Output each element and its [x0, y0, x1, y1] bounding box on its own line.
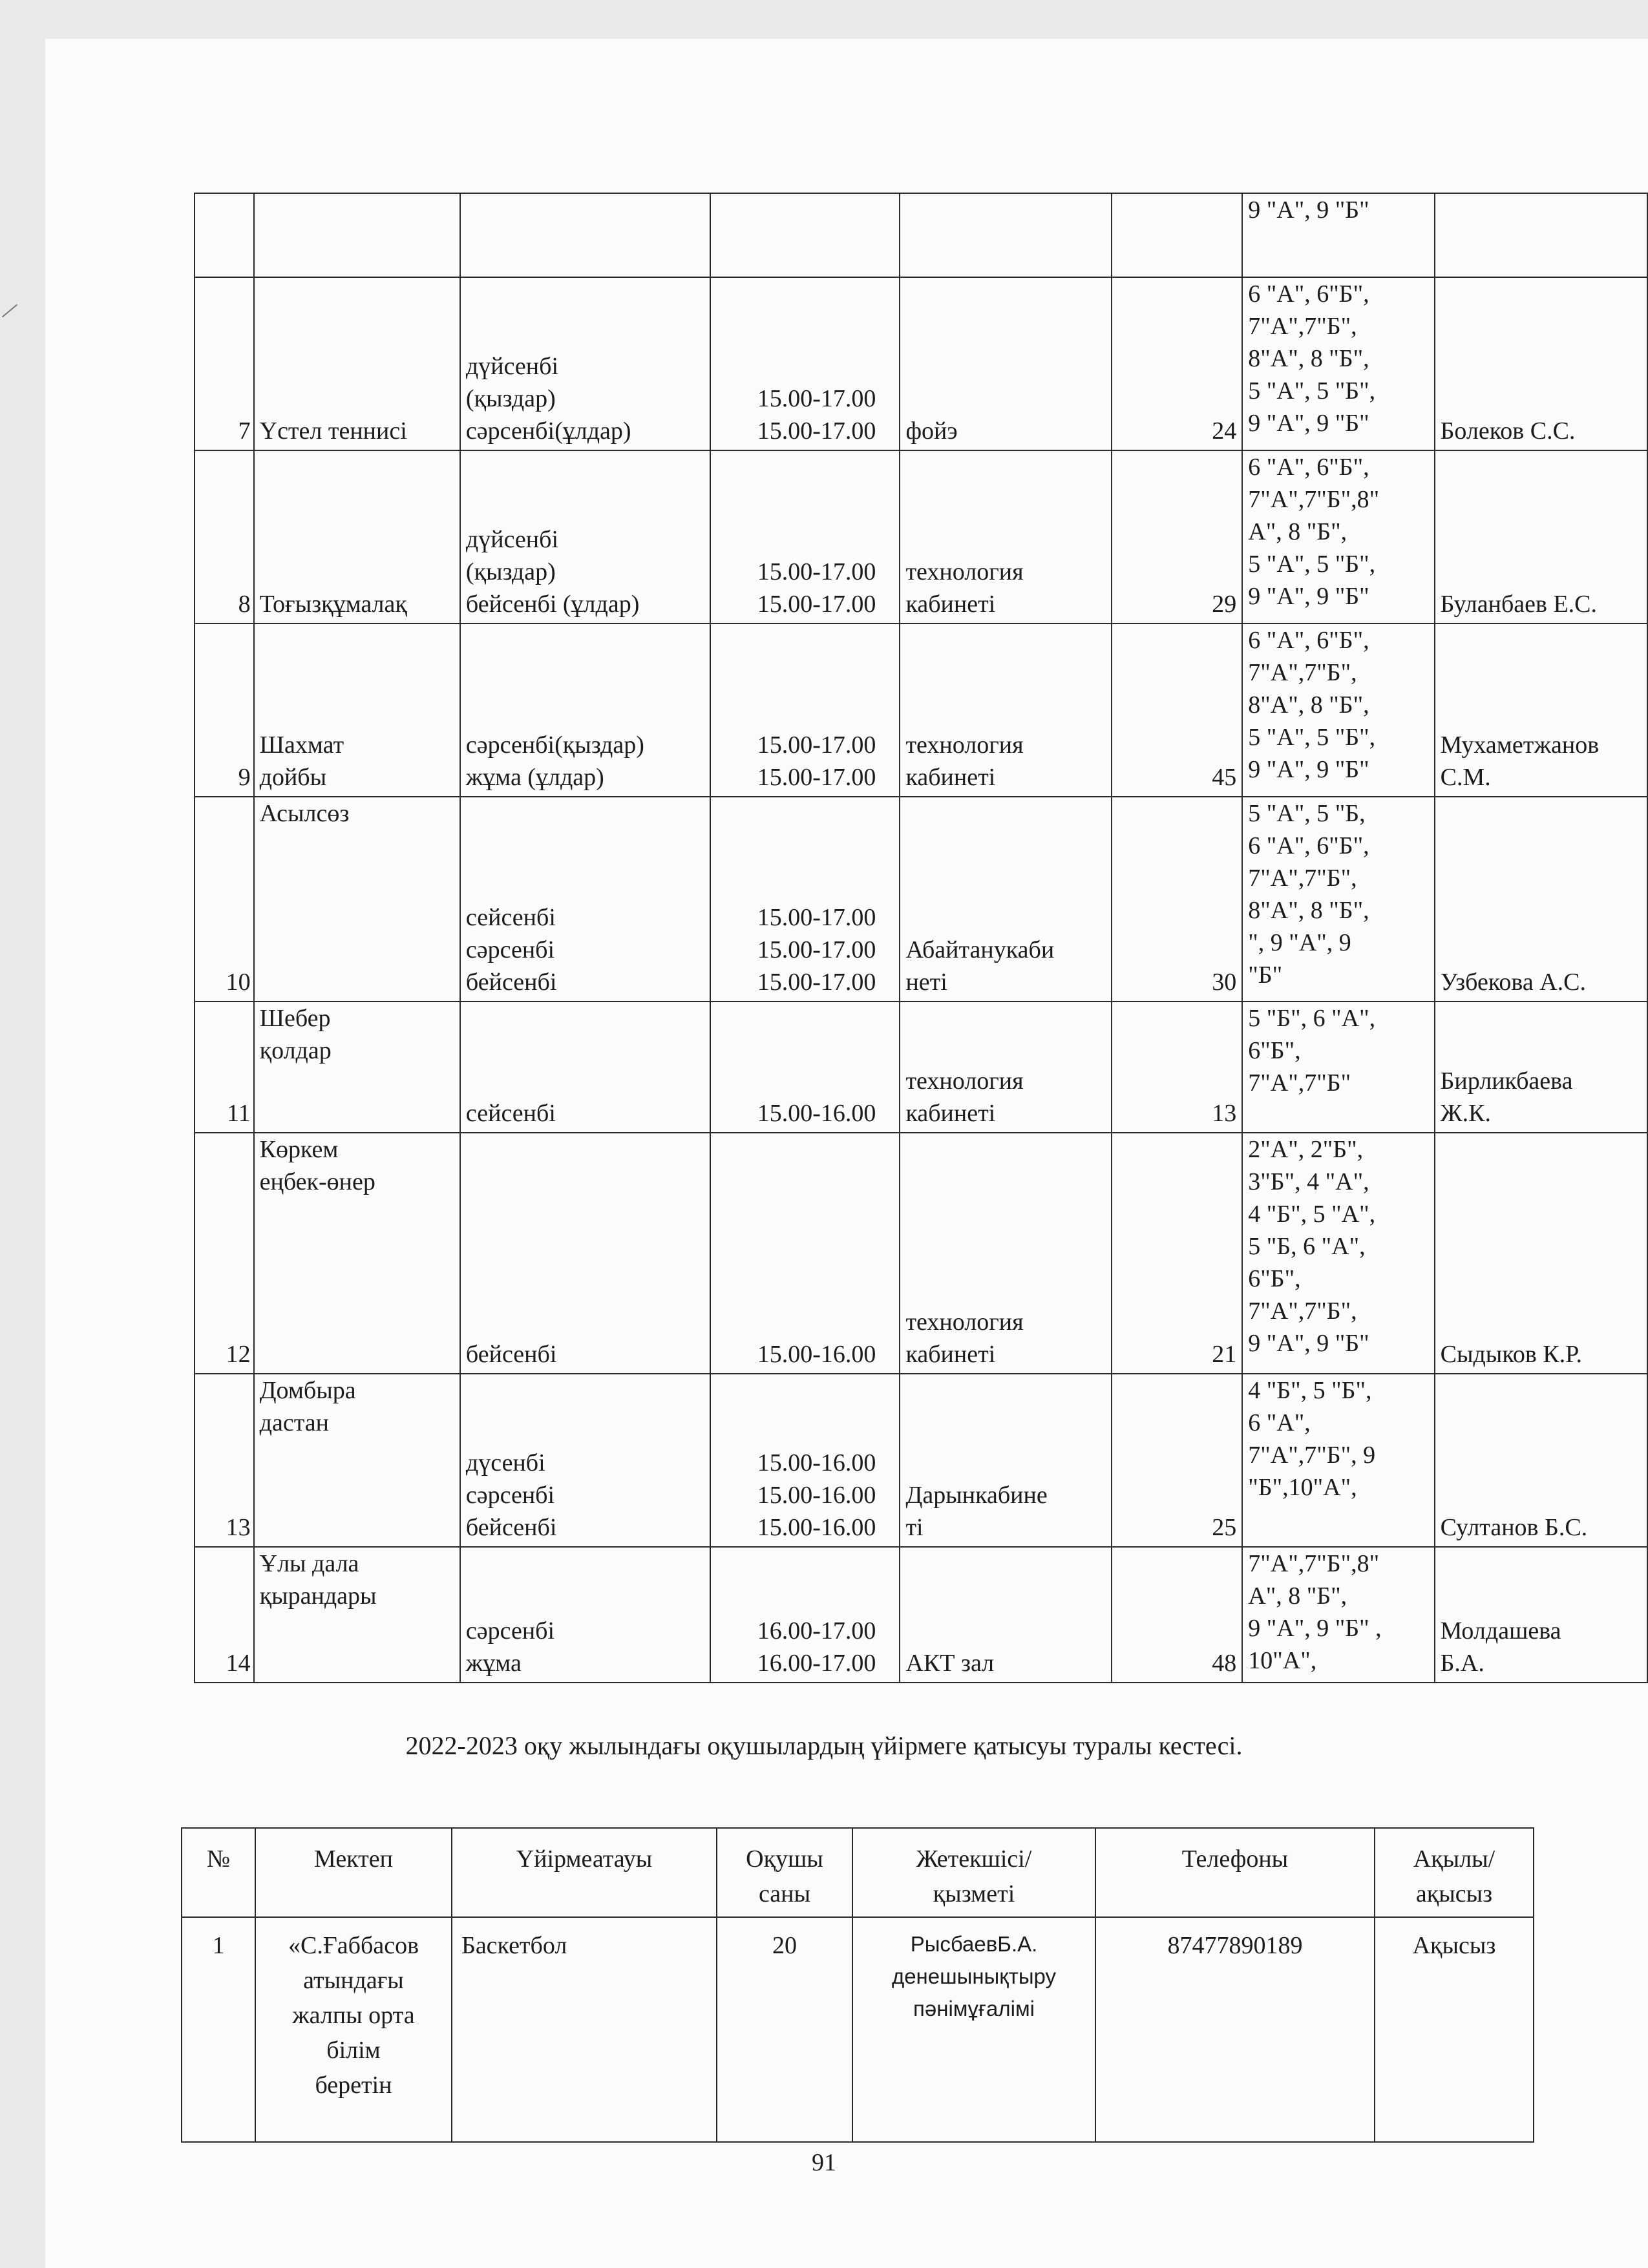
- cell-times: [710, 1002, 900, 1133]
- table-row: [195, 277, 1647, 450]
- cell-teacher: [1435, 1547, 1647, 1683]
- cell-times: [710, 1133, 900, 1374]
- cell-days: [460, 797, 710, 1002]
- club-name-line: Асылсөз: [259, 800, 350, 827]
- place-line: технология: [905, 1308, 1024, 1336]
- club-schedule-table: [194, 193, 1648, 1683]
- classes-line: 8"А", 8 "Б",: [1248, 345, 1369, 372]
- cell-days: [460, 193, 710, 277]
- cell-student-count: 30: [1112, 797, 1243, 1002]
- cell-teacher: [1435, 450, 1647, 624]
- header-students-line: саны: [758, 1880, 811, 1907]
- teacher-line: С.М.: [1440, 764, 1491, 791]
- header-row: [182, 1828, 1534, 1917]
- cell-club-name: [254, 450, 460, 624]
- table-row: [195, 450, 1647, 624]
- cell-days: [460, 450, 710, 624]
- classes-line: 4 "Б", 5 "А",: [1248, 1201, 1376, 1228]
- cell-number: 10: [195, 797, 254, 1002]
- cell-club-name: [254, 1002, 460, 1133]
- cell-classes: [1242, 624, 1434, 797]
- cell-club-name: [254, 193, 460, 277]
- days-line: бейсенбі: [465, 969, 557, 996]
- classes-line: 6"Б",: [1248, 1265, 1301, 1292]
- school-line: беретін: [315, 2072, 392, 2099]
- table-caption: 2022-2023 оқу жылындағы оқушылардың үйірмеге қатысуы туралы кестесі.: [405, 1731, 1243, 1760]
- classes-line: 7"А",7"Б": [1248, 1069, 1351, 1097]
- cell-days: [460, 1133, 710, 1374]
- classes-line: 5 "Б", 6 "А",: [1248, 1005, 1376, 1032]
- cell-teacher: [1435, 797, 1647, 1002]
- cell-place: [900, 624, 1111, 797]
- school-line: жалпы орта: [292, 2002, 415, 2029]
- cell-times: [710, 1374, 900, 1547]
- row-school: [255, 1917, 452, 2142]
- cell-number: 12: [195, 1133, 254, 1374]
- times-line: 15.00-17.00: [757, 904, 876, 931]
- cell-place: [900, 797, 1111, 1002]
- classes-line: 6 "А", 6"Б",: [1248, 280, 1369, 308]
- classes-line: 7"А",7"Б",8": [1248, 1550, 1380, 1577]
- place-line: АКТ зал: [905, 1650, 995, 1677]
- teacher-line: Сыдыков К.Р.: [1440, 1341, 1583, 1368]
- school-line: «С.Ғаббасов: [288, 1932, 419, 1959]
- cell-place: [900, 1374, 1111, 1547]
- teacher-line: Султанов Б.С.: [1440, 1514, 1588, 1541]
- club-name-line: Көркем: [259, 1136, 339, 1163]
- header-paid-line: Ақылы/: [1413, 1845, 1495, 1873]
- club-name-line: Шахмат: [259, 731, 344, 759]
- classes-line: 9 "А", 9 "Б" ,: [1248, 1615, 1382, 1642]
- classes-line: 4 "Б", 5 "Б",: [1248, 1377, 1372, 1404]
- days-line: дүсенбі: [465, 1449, 545, 1476]
- times-line: 15.00-17.00: [757, 969, 876, 996]
- leader-line: пәнімұғалімі: [913, 1997, 1035, 2021]
- classes-line: 5 "Б, 6 "А",: [1248, 1233, 1366, 1260]
- place-line: технология: [905, 558, 1024, 585]
- classes-line: 6 "А", 6"Б",: [1248, 832, 1369, 859]
- days-line: (қыздар): [465, 385, 556, 412]
- cell-student-count: 48: [1112, 1547, 1243, 1683]
- cell-student-count: 24: [1112, 277, 1243, 450]
- teacher-line: Ж.К.: [1440, 1100, 1491, 1127]
- days-line: бейсенбі: [465, 1514, 557, 1541]
- scan-mark: [2, 304, 17, 318]
- days-line: сәрсенбі(қыздар): [465, 731, 644, 759]
- table-row: [195, 1374, 1647, 1547]
- days-line: сәрсенбі: [465, 936, 555, 963]
- classes-line: 9 "А", 9 "Б": [1248, 583, 1369, 610]
- days-line: жұма (ұлдар): [465, 764, 604, 791]
- times-line: 15.00-17.00: [757, 731, 876, 759]
- classes-line: 7"А",7"Б",: [1248, 659, 1357, 686]
- table-row: [195, 1002, 1647, 1133]
- club-name-line: дастан: [259, 1409, 329, 1436]
- days-line: сәрсенбі: [465, 1617, 555, 1644]
- classes-line: 7"А",7"Б",8": [1248, 486, 1380, 513]
- classes-line: 6 "А", 6"Б",: [1248, 627, 1369, 654]
- classes-line: 5 "А", 5 "Б,: [1248, 800, 1366, 827]
- row-club: Баскетбол: [452, 1917, 717, 2142]
- cell-club-name: [254, 797, 460, 1002]
- classes-line: 9 "А", 9 "Б": [1248, 1330, 1369, 1357]
- cell-number: 9: [195, 624, 254, 797]
- classes-line: А", 8 "Б",: [1248, 1582, 1347, 1610]
- cell-place: [900, 1133, 1111, 1374]
- cell-classes: [1242, 1002, 1434, 1133]
- classes-line: 7"А",7"Б",: [1248, 1297, 1357, 1325]
- place-line: фойэ: [905, 417, 958, 445]
- cell-student-count: 45: [1112, 624, 1243, 797]
- club-name-line: Шебер: [259, 1005, 331, 1032]
- classes-line: 8"А", 8 "Б",: [1248, 897, 1369, 924]
- classes-line: 5 "А", 5 "Б",: [1248, 724, 1376, 751]
- days-line: сәрсенбі: [465, 1482, 555, 1509]
- days-line: жұма: [465, 1650, 522, 1677]
- cell-teacher: [1435, 1374, 1647, 1547]
- school-line: білім: [326, 2037, 381, 2064]
- cell-days: [460, 1547, 710, 1683]
- header-paid-line: ақысыз: [1415, 1880, 1493, 1907]
- cell-student-count: 21: [1112, 1133, 1243, 1374]
- classes-line: 10"А",: [1248, 1647, 1317, 1674]
- classes-line: 7"А",7"Б",: [1248, 313, 1357, 340]
- classes-line: 8"А", 8 "Б",: [1248, 691, 1369, 719]
- cell-classes: [1242, 1547, 1434, 1683]
- days-line: бейсенбі: [465, 1341, 557, 1368]
- classes-line: "Б",10"А",: [1248, 1474, 1357, 1501]
- classes-line: 3"Б", 4 "А",: [1248, 1168, 1369, 1195]
- header-paid: [1375, 1828, 1534, 1917]
- header-students: [717, 1828, 852, 1917]
- school-line: атындағы: [303, 1967, 404, 1994]
- classes-line: 6 "А", 6"Б",: [1248, 454, 1369, 481]
- cell-classes: [1242, 450, 1434, 624]
- cell-times: [710, 277, 900, 450]
- cell-number: 13: [195, 1374, 254, 1547]
- club-name-line: қолдар: [259, 1037, 332, 1064]
- cell-teacher: [1435, 1133, 1647, 1374]
- place-line: неті: [905, 969, 947, 996]
- classes-line: 9 "А", 9 "Б": [1248, 196, 1369, 224]
- leader-line: РысбаевБ.А.: [910, 1932, 1038, 1956]
- classes-line: А", 8 "Б",: [1248, 518, 1347, 545]
- header-students-line: Оқушы: [746, 1845, 823, 1873]
- times-line: 15.00-16.00: [757, 1514, 876, 1541]
- row-paid: Ақысыз: [1375, 1917, 1534, 2142]
- cell-days: [460, 1374, 710, 1547]
- times-line: 15.00-16.00: [757, 1449, 876, 1476]
- times-line: 15.00-17.00: [757, 936, 876, 963]
- header-club: Үйірмеатауы: [452, 1828, 717, 1917]
- times-line: 15.00-16.00: [757, 1482, 876, 1509]
- club-name-line: Домбыра: [259, 1377, 356, 1404]
- cell-classes: [1242, 1133, 1434, 1374]
- cell-number: 8: [195, 450, 254, 624]
- cell-club-name: [254, 1547, 460, 1683]
- place-line: кабинеті: [905, 1341, 996, 1368]
- cell-times: [710, 193, 900, 277]
- cell-times: [710, 797, 900, 1002]
- cell-classes: [1242, 1374, 1434, 1547]
- days-line: сәрсенбі(ұлдар): [465, 417, 631, 445]
- cell-place: [900, 1002, 1111, 1133]
- header-leader-line: Жетекшісі/: [916, 1845, 1032, 1873]
- club-name-line: Тоғызқұмалақ: [259, 591, 407, 618]
- times-line: 15.00-17.00: [757, 764, 876, 791]
- cell-times: [710, 624, 900, 797]
- cell-number: [195, 193, 254, 277]
- page-number: 91: [812, 2149, 836, 2176]
- teacher-line: Бирликбаева: [1440, 1067, 1573, 1095]
- cell-place: [900, 277, 1111, 450]
- table-row: [195, 193, 1647, 277]
- days-line: сейсенбі: [465, 904, 556, 931]
- cell-number: 14: [195, 1547, 254, 1683]
- header-phone: Телефоны: [1095, 1828, 1375, 1917]
- cell-days: [460, 624, 710, 797]
- cell-club-name: [254, 1133, 460, 1374]
- teacher-line: Болеков С.С.: [1440, 417, 1576, 445]
- classes-line: 7"А",7"Б",: [1248, 865, 1357, 892]
- club-name-line: қырандары: [259, 1582, 377, 1610]
- place-line: технология: [905, 1067, 1024, 1095]
- cell-student-count: [1112, 193, 1243, 277]
- leader-line: денешынықтыру: [891, 1964, 1057, 1988]
- times-line: 15.00-17.00: [757, 385, 876, 412]
- days-line: дүйсенбі: [465, 526, 559, 553]
- cell-place: [900, 450, 1111, 624]
- cell-number: 7: [195, 277, 254, 450]
- cell-student-count: 29: [1112, 450, 1243, 624]
- place-line: кабинеті: [905, 764, 996, 791]
- times-line: 15.00-17.00: [757, 417, 876, 445]
- place-line: ті: [905, 1514, 924, 1541]
- teacher-line: Б.А.: [1440, 1650, 1484, 1677]
- teacher-line: Молдашева: [1440, 1617, 1561, 1644]
- times-line: 15.00-17.00: [757, 591, 876, 618]
- participation-table: [181, 1827, 1534, 2143]
- times-line: 16.00-17.00: [757, 1650, 876, 1677]
- times-line: 15.00-16.00: [757, 1341, 876, 1368]
- club-name-line: дойбы: [259, 764, 327, 791]
- cell-place: [900, 193, 1111, 277]
- times-line: 16.00-17.00: [757, 1617, 876, 1644]
- days-line: (қыздар): [465, 558, 556, 585]
- club-name-line: Үстел теннисі: [259, 417, 407, 445]
- cell-student-count: 25: [1112, 1374, 1243, 1547]
- times-line: 15.00-17.00: [757, 558, 876, 585]
- cell-club-name: [254, 624, 460, 797]
- cell-times: [710, 1547, 900, 1683]
- cell-classes: [1242, 193, 1434, 277]
- teacher-line: Буланбаев Е.С.: [1440, 591, 1598, 618]
- row-leader: [852, 1917, 1095, 2142]
- cell-days: [460, 1002, 710, 1133]
- header-school: Мектеп: [255, 1828, 452, 1917]
- table-row: [195, 624, 1647, 797]
- row-phone: 87477890189: [1095, 1917, 1375, 2142]
- classes-line: 2"А", 2"Б",: [1248, 1136, 1364, 1163]
- classes-line: 5 "А", 5 "Б",: [1248, 377, 1376, 404]
- cell-classes: [1242, 797, 1434, 1002]
- place-line: Абайтанукаби: [905, 936, 1055, 963]
- place-line: технология: [905, 731, 1024, 759]
- cell-times: [710, 450, 900, 624]
- cell-student-count: 13: [1112, 1002, 1243, 1133]
- row-students: 20: [717, 1917, 852, 2142]
- classes-line: "Б": [1248, 961, 1283, 989]
- classes-line: 6 "А",: [1248, 1409, 1311, 1436]
- cell-teacher: [1435, 193, 1647, 277]
- cell-teacher: [1435, 1002, 1647, 1133]
- cell-club-name: [254, 1374, 460, 1547]
- classes-line: 6"Б",: [1248, 1037, 1301, 1064]
- cell-teacher: [1435, 624, 1647, 797]
- table-row: [195, 797, 1647, 1002]
- cell-number: 11: [195, 1002, 254, 1133]
- table-row: [195, 1133, 1647, 1374]
- classes-line: ", 9 "А", 9: [1248, 929, 1351, 956]
- place-line: Дарынкабине: [905, 1482, 1048, 1509]
- times-line: 15.00-16.00: [757, 1100, 876, 1127]
- cell-club-name: [254, 277, 460, 450]
- classes-line: 5 "А", 5 "Б",: [1248, 551, 1376, 578]
- classes-line: 7"А",7"Б", 9: [1248, 1442, 1376, 1469]
- days-line: дүйсенбі: [465, 353, 559, 380]
- cell-teacher: [1435, 277, 1647, 450]
- place-line: кабинеті: [905, 591, 996, 618]
- days-line: сейсенбі: [465, 1100, 556, 1127]
- header-leader-line: қызметі: [933, 1880, 1015, 1907]
- days-line: бейсенбі (ұлдар): [465, 591, 640, 618]
- header-leader: [852, 1828, 1095, 1917]
- table-row: [182, 1917, 1534, 2142]
- cell-classes: [1242, 277, 1434, 450]
- cell-days: [460, 277, 710, 450]
- cell-place: [900, 1547, 1111, 1683]
- classes-line: 9 "А", 9 "Б": [1248, 756, 1369, 783]
- table-row: [195, 1547, 1647, 1683]
- place-line: кабинеті: [905, 1100, 996, 1127]
- row-num: 1: [182, 1917, 255, 2142]
- teacher-line: Узбекова А.С.: [1440, 969, 1586, 996]
- club-name-line: Ұлы дала: [259, 1550, 359, 1577]
- header-num: №: [182, 1828, 255, 1917]
- teacher-line: Мухаметжанов: [1440, 731, 1600, 759]
- classes-line: 9 "А", 9 "Б": [1248, 410, 1369, 437]
- club-name-line: еңбек-өнер: [259, 1168, 375, 1195]
